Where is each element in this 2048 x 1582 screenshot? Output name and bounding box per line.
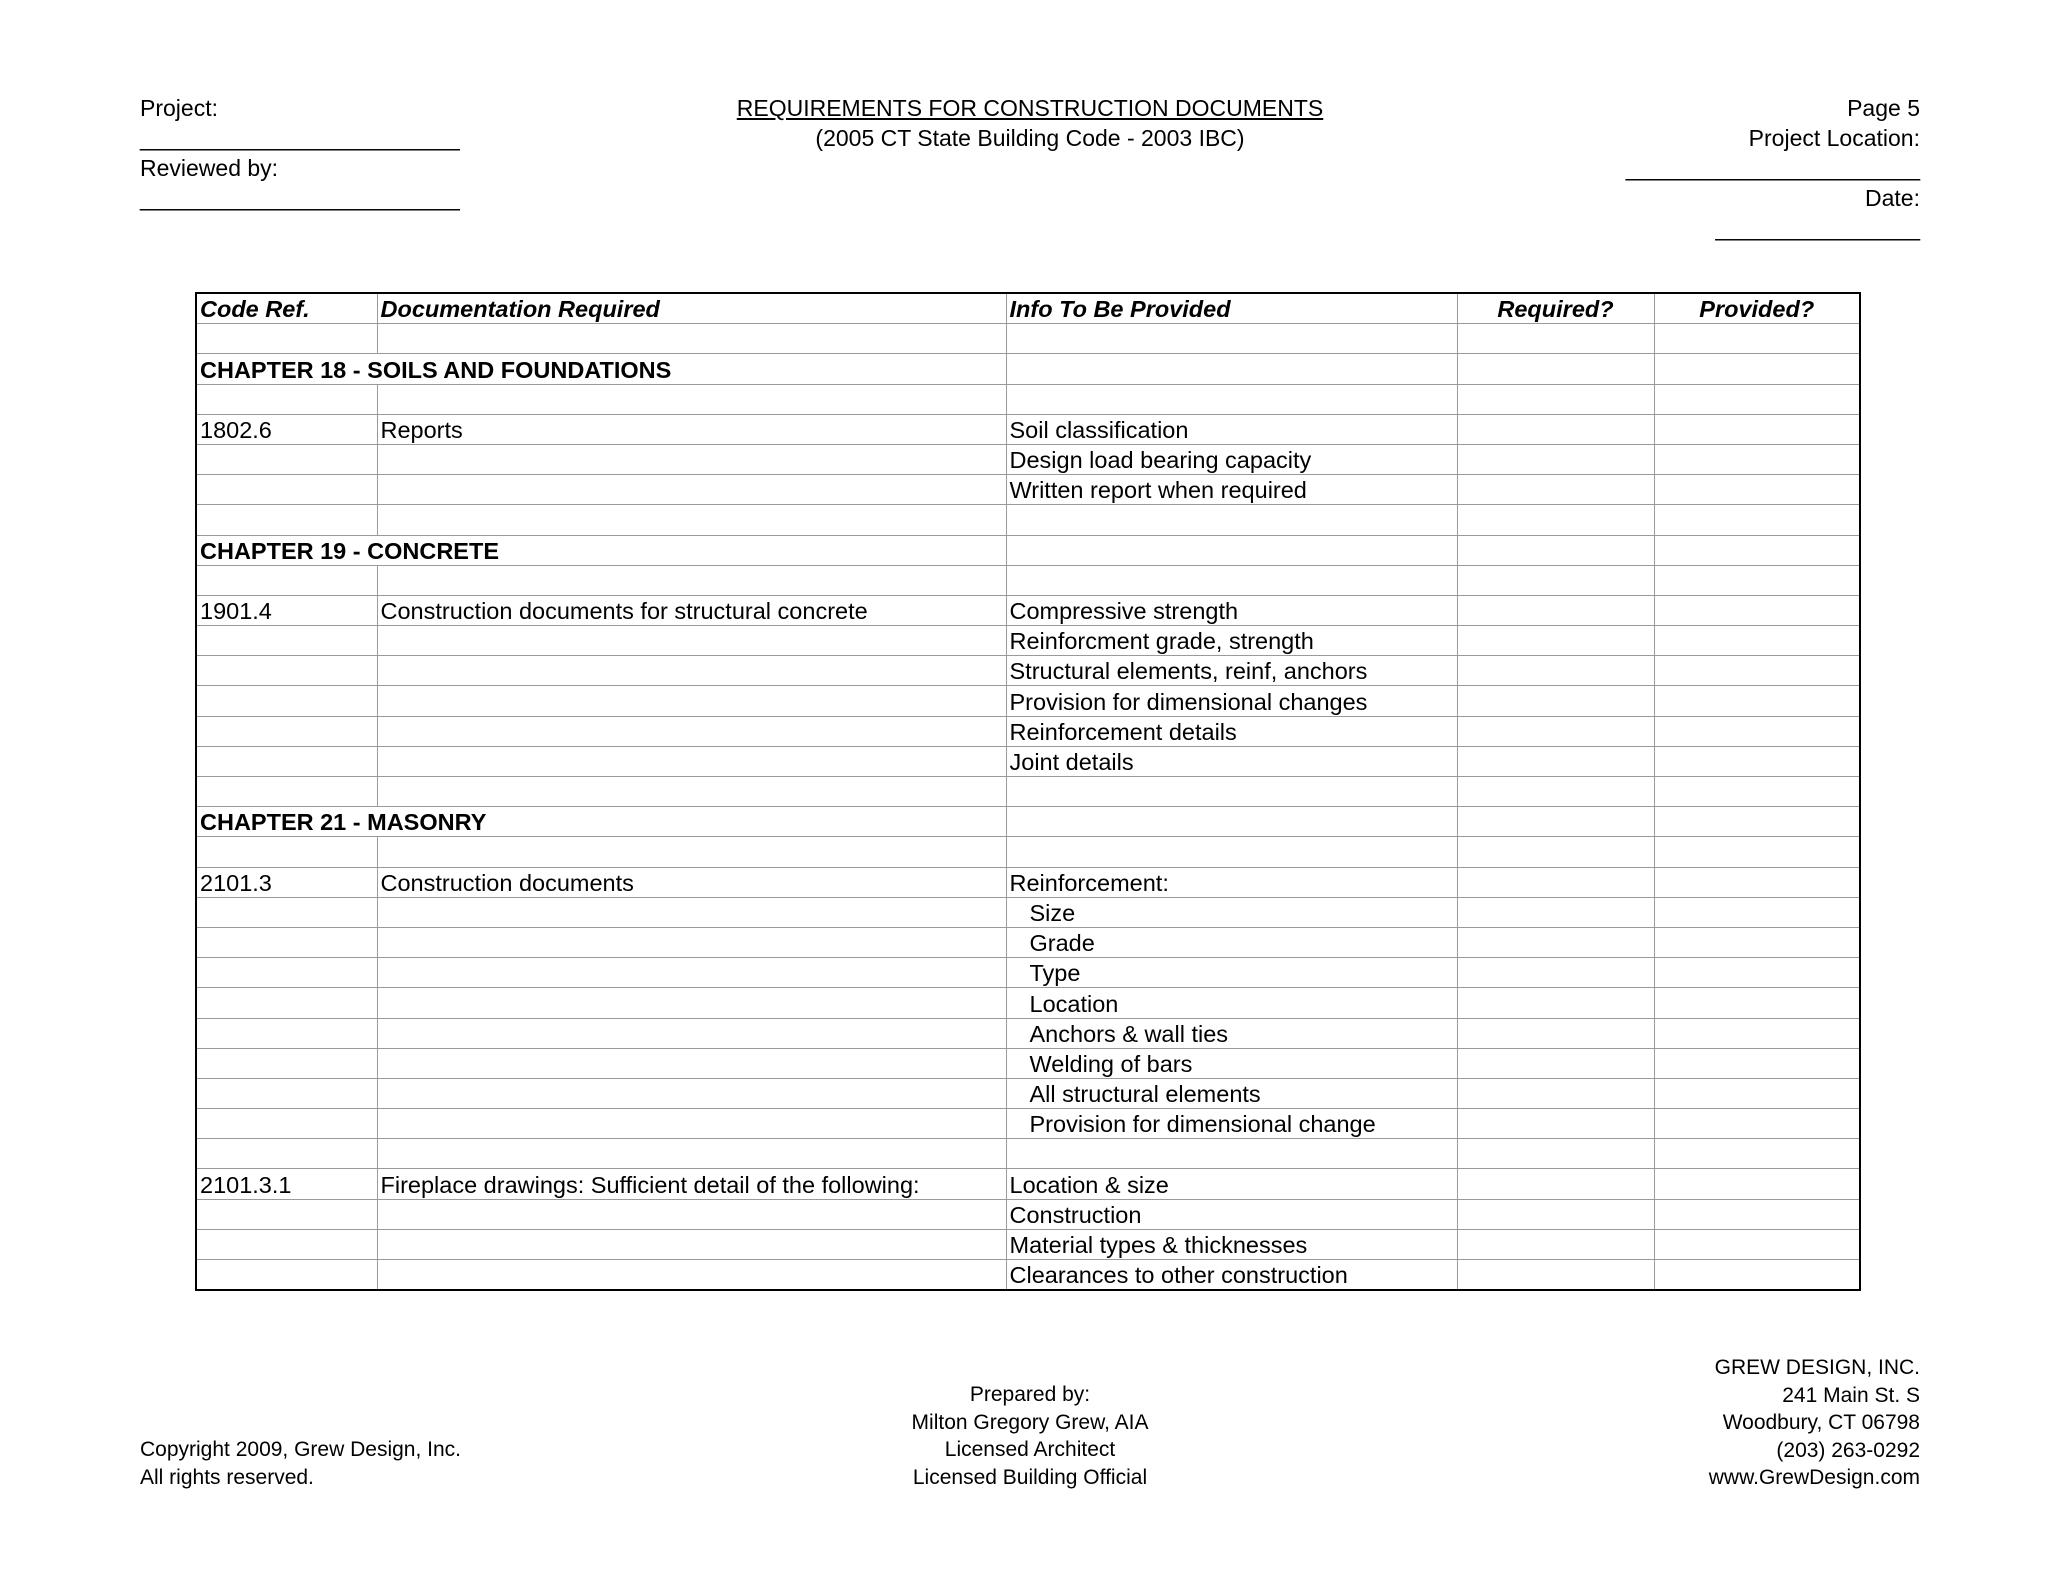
documentation-cell: [377, 444, 1006, 474]
provided-cell[interactable]: [1654, 1169, 1860, 1199]
blank-row: [196, 777, 1860, 807]
page-number: Page 5: [1847, 95, 1920, 121]
reviewed-by-field-line[interactable]: _________________________: [140, 185, 460, 211]
info-cell: Location: [1006, 988, 1457, 1018]
required-cell[interactable]: [1457, 444, 1654, 474]
documentation-cell: [377, 656, 1006, 686]
provided-cell[interactable]: [1654, 988, 1860, 1018]
prepared-by-label: Prepared by:: [969, 1383, 1091, 1406]
code-ref-cell: [196, 777, 377, 807]
required-cell[interactable]: [1457, 414, 1654, 444]
info-cell: Reinforcment grade, strength: [1006, 626, 1457, 656]
blank-row: [196, 505, 1860, 535]
provided-cell[interactable]: [1654, 958, 1860, 988]
info-cell: All structural elements: [1006, 1078, 1457, 1108]
info-cell: [1006, 565, 1457, 595]
blank-row: [196, 565, 1860, 595]
table-row: [196, 958, 1860, 988]
info-cell: [1006, 384, 1457, 414]
code-ref-cell: [196, 324, 377, 354]
table-row: [196, 867, 1860, 897]
provided-cell[interactable]: [1654, 565, 1860, 595]
table-header-row: [196, 293, 1860, 324]
required-cell[interactable]: [1457, 777, 1654, 807]
required-cell[interactable]: [1457, 384, 1654, 414]
documentation-cell: [377, 837, 1006, 867]
required-cell[interactable]: [1457, 988, 1654, 1018]
table-row: [196, 1018, 1860, 1048]
code-ref-cell: [196, 988, 377, 1018]
provided-cell[interactable]: [1654, 686, 1860, 716]
required-cell[interactable]: [1457, 565, 1654, 595]
provided-cell[interactable]: [1654, 475, 1860, 505]
required-cell[interactable]: [1457, 1018, 1654, 1048]
documentation-cell: [377, 384, 1006, 414]
info-cell: Provision for dimensional changes: [1006, 686, 1457, 716]
documentation-cell: [377, 324, 1006, 354]
table-row: [196, 927, 1860, 957]
info-cell: Grade: [1006, 927, 1457, 957]
code-ref-cell: [196, 1018, 377, 1048]
required-cell[interactable]: [1457, 686, 1654, 716]
info-cell: Clearances to other construction: [1006, 1260, 1457, 1291]
code-ref-cell: [196, 565, 377, 595]
provided-cell[interactable]: [1654, 1048, 1860, 1078]
company-address-city: Woodbury, CT 06798: [1722, 1411, 1920, 1434]
required-cell[interactable]: [1457, 897, 1654, 927]
code-ref-cell: [196, 1229, 377, 1259]
provided-cell[interactable]: [1654, 354, 1860, 384]
required-cell[interactable]: [1457, 1169, 1654, 1199]
required-cell[interactable]: [1457, 837, 1654, 867]
required-cell[interactable]: [1457, 656, 1654, 686]
info-cell: Anchors & wall ties: [1006, 1018, 1457, 1048]
documentation-cell: [377, 1018, 1006, 1048]
documentation-cell: [377, 1139, 1006, 1169]
required-cell[interactable]: [1457, 475, 1654, 505]
required-cell[interactable]: [1457, 1139, 1654, 1169]
code-ref-cell: [196, 1048, 377, 1078]
header-code-ref: Code Ref.: [196, 293, 377, 324]
table-row: [196, 595, 1860, 625]
info-cell: Joint details: [1006, 746, 1457, 776]
chapter-heading: CHAPTER 21 - MASONRY: [196, 807, 1006, 837]
info-cell: [1006, 777, 1457, 807]
documentation-cell: [377, 897, 1006, 927]
provided-cell[interactable]: [1654, 595, 1860, 625]
info-cell: [1006, 837, 1457, 867]
date-label: Date:: [1865, 185, 1920, 211]
table-row: [196, 1169, 1860, 1199]
preparer-title-architect: Licensed Architect: [944, 1438, 1116, 1461]
table-row: [196, 1229, 1860, 1259]
project-location-label: Project Location:: [1748, 125, 1920, 151]
code-ref-cell: [196, 444, 377, 474]
code-ref-cell: [196, 626, 377, 656]
provided-cell[interactable]: [1654, 444, 1860, 474]
info-cell: [1006, 535, 1457, 565]
project-location-field-line[interactable]: _______________________: [1625, 155, 1920, 181]
required-cell[interactable]: [1457, 716, 1654, 746]
chapter-row: [196, 354, 1860, 384]
company-address-street: 241 Main St. S: [1782, 1383, 1920, 1407]
documentation-cell: [377, 1048, 1006, 1078]
code-ref-cell: 1901.4: [196, 595, 377, 625]
code-ref-cell: [196, 686, 377, 716]
page-subtitle: (2005 CT State Building Code - 2003 IBC): [815, 125, 1245, 151]
required-cell[interactable]: [1457, 1260, 1654, 1291]
rights-text: All rights reserved.: [140, 1465, 314, 1489]
documentation-cell: [377, 927, 1006, 957]
table-row: [196, 1260, 1860, 1291]
code-ref-cell: [196, 1260, 377, 1291]
documentation-cell: [377, 746, 1006, 776]
info-cell: Construction: [1006, 1199, 1457, 1229]
blank-row: [196, 324, 1860, 354]
table-row: [196, 686, 1860, 716]
provided-cell[interactable]: [1654, 1109, 1860, 1139]
blank-row: [196, 384, 1860, 414]
table-row: [196, 988, 1860, 1018]
required-cell[interactable]: [1457, 535, 1654, 565]
info-cell: Compressive strength: [1006, 595, 1457, 625]
info-cell: Design load bearing capacity: [1006, 444, 1457, 474]
provided-cell[interactable]: [1654, 716, 1860, 746]
required-cell[interactable]: [1457, 958, 1654, 988]
info-cell: Soil classification: [1006, 414, 1457, 444]
documentation-cell: [377, 686, 1006, 716]
code-ref-cell: 1802.6: [196, 414, 377, 444]
info-cell: [1006, 1139, 1457, 1169]
info-cell: Reinforcement details: [1006, 716, 1457, 746]
chapter-heading: CHAPTER 19 - CONCRETE: [196, 535, 1006, 565]
table-row: [196, 897, 1860, 927]
code-ref-cell: [196, 656, 377, 686]
table-body: [196, 324, 1860, 1291]
requirements-table: [195, 292, 1861, 1291]
copyright-text: Copyright 2009, Grew Design, Inc.: [140, 1438, 461, 1461]
chapter-row: [196, 807, 1860, 837]
code-ref-cell: 2101.3.1: [196, 1169, 377, 1199]
code-ref-cell: [196, 1078, 377, 1108]
code-ref-cell: [196, 958, 377, 988]
code-ref-cell: [196, 716, 377, 746]
code-ref-cell: [196, 1139, 377, 1169]
code-ref-cell: [196, 505, 377, 535]
provided-cell[interactable]: [1654, 535, 1860, 565]
footer-right: [1709, 1354, 1920, 1492]
code-ref-cell: [196, 897, 377, 927]
provided-cell[interactable]: [1654, 1139, 1860, 1169]
provided-cell[interactable]: [1654, 626, 1860, 656]
company-name: GREW DESIGN, INC.: [1714, 1356, 1920, 1379]
required-cell[interactable]: [1457, 927, 1654, 957]
provided-cell[interactable]: [1654, 867, 1860, 897]
documentation-cell: Construction documents: [377, 867, 1006, 897]
required-cell[interactable]: [1457, 324, 1654, 354]
info-cell: [1006, 324, 1457, 354]
documentation-cell: [377, 777, 1006, 807]
code-ref-cell: 2101.3: [196, 867, 377, 897]
date-field-line[interactable]: ________________: [1715, 215, 1920, 241]
required-cell[interactable]: [1457, 1109, 1654, 1139]
provided-cell[interactable]: [1654, 1018, 1860, 1048]
required-cell[interactable]: [1457, 1048, 1654, 1078]
code-ref-cell: [196, 927, 377, 957]
provided-cell[interactable]: [1654, 1260, 1860, 1291]
documentation-cell: [377, 988, 1006, 1018]
header-provided: Provided?: [1654, 293, 1860, 324]
provided-cell[interactable]: [1654, 505, 1860, 535]
info-cell: Size: [1006, 897, 1457, 927]
table-row: [196, 1109, 1860, 1139]
info-cell: Type: [1006, 958, 1457, 988]
provided-cell[interactable]: [1654, 746, 1860, 776]
table-row: [196, 475, 1860, 505]
header-documentation-required: Documentation Required: [377, 293, 1006, 324]
header-center: [620, 93, 1440, 153]
provided-cell[interactable]: [1654, 324, 1860, 354]
header-info-to-be-provided: Info To Be Provided: [1006, 293, 1457, 324]
documentation-cell: Fireplace drawings: Sufficient detail of the following:: [377, 1169, 1006, 1199]
provided-cell[interactable]: [1654, 897, 1860, 927]
documentation-cell: [377, 505, 1006, 535]
provided-cell[interactable]: [1654, 1229, 1860, 1259]
documentation-cell: [377, 716, 1006, 746]
header-left: [140, 93, 460, 213]
table-row: [196, 746, 1860, 776]
company-phone: (203) 263-0292: [1776, 1438, 1920, 1462]
documentation-cell: [377, 1078, 1006, 1108]
footer-center: [830, 1381, 1230, 1491]
table-row: [196, 656, 1860, 686]
header-right: [1626, 93, 1920, 243]
provided-cell[interactable]: [1654, 927, 1860, 957]
required-cell[interactable]: [1457, 1078, 1654, 1108]
required-cell[interactable]: [1457, 626, 1654, 656]
info-cell: [1006, 807, 1457, 837]
documentation-cell: [377, 475, 1006, 505]
info-cell: Location & size: [1006, 1169, 1457, 1199]
code-ref-cell: [196, 1199, 377, 1229]
project-label: Project:: [140, 95, 218, 121]
header-required: Required?: [1457, 293, 1654, 324]
table-row: [196, 716, 1860, 746]
required-cell[interactable]: [1457, 1229, 1654, 1259]
blank-row: [196, 837, 1860, 867]
table-row: [196, 444, 1860, 474]
info-cell: Provision for dimensional change: [1006, 1109, 1457, 1139]
documentation-cell: [377, 1199, 1006, 1229]
documentation-cell: [377, 958, 1006, 988]
documentation-cell: [377, 1260, 1006, 1291]
table-row: [196, 1199, 1860, 1229]
required-cell[interactable]: [1457, 505, 1654, 535]
info-cell: Structural elements, reinf, anchors: [1006, 656, 1457, 686]
provided-cell[interactable]: [1654, 777, 1860, 807]
required-cell[interactable]: [1457, 746, 1654, 776]
documentation-cell: Construction documents for structural concrete: [377, 595, 1006, 625]
info-cell: Reinforcement:: [1006, 867, 1457, 897]
chapter-heading: CHAPTER 18 - SOILS AND FOUNDATIONS: [196, 354, 1006, 384]
chapter-row: [196, 535, 1860, 565]
table-row: [196, 1048, 1860, 1078]
provided-cell[interactable]: [1654, 837, 1860, 867]
documentation-cell: [377, 626, 1006, 656]
provided-cell[interactable]: [1654, 1199, 1860, 1229]
preparer-title-official: Licensed Building Official: [912, 1465, 1148, 1489]
code-ref-cell: [196, 475, 377, 505]
required-cell[interactable]: [1457, 354, 1654, 384]
code-ref-cell: [196, 837, 377, 867]
required-cell[interactable]: [1457, 867, 1654, 897]
required-cell[interactable]: [1457, 807, 1654, 837]
page-title: REQUIREMENTS FOR CONSTRUCTION DOCUMENTS: [736, 95, 1324, 121]
provided-cell[interactable]: [1654, 384, 1860, 414]
reviewed-by-label: Reviewed by:: [140, 155, 279, 181]
info-cell: Written report when required: [1006, 475, 1457, 505]
documentation-cell: [377, 565, 1006, 595]
provided-cell[interactable]: [1654, 414, 1860, 444]
project-field-line[interactable]: _________________________: [140, 125, 460, 151]
info-cell: [1006, 505, 1457, 535]
company-website[interactable]: www.GrewDesign.com: [1708, 1466, 1920, 1489]
blank-row: [196, 1139, 1860, 1169]
table-row: [196, 1078, 1860, 1108]
table-row: [196, 626, 1860, 656]
documentation-cell: Reports: [377, 414, 1006, 444]
documentation-cell: [377, 1229, 1006, 1259]
code-ref-cell: [196, 384, 377, 414]
required-cell[interactable]: [1457, 1199, 1654, 1229]
documentation-cell: [377, 1109, 1006, 1139]
footer-left: [140, 1436, 461, 1491]
table-row: [196, 414, 1860, 444]
required-cell[interactable]: [1457, 595, 1654, 625]
preparer-name: Milton Gregory Grew, AIA: [911, 1410, 1149, 1434]
provided-cell[interactable]: [1654, 656, 1860, 686]
code-ref-cell: [196, 746, 377, 776]
provided-cell[interactable]: [1654, 1078, 1860, 1108]
info-cell: [1006, 354, 1457, 384]
info-cell: Welding of bars: [1006, 1048, 1457, 1078]
info-cell: Material types & thicknesses: [1006, 1229, 1457, 1259]
code-ref-cell: [196, 1109, 377, 1139]
provided-cell[interactable]: [1654, 807, 1860, 837]
